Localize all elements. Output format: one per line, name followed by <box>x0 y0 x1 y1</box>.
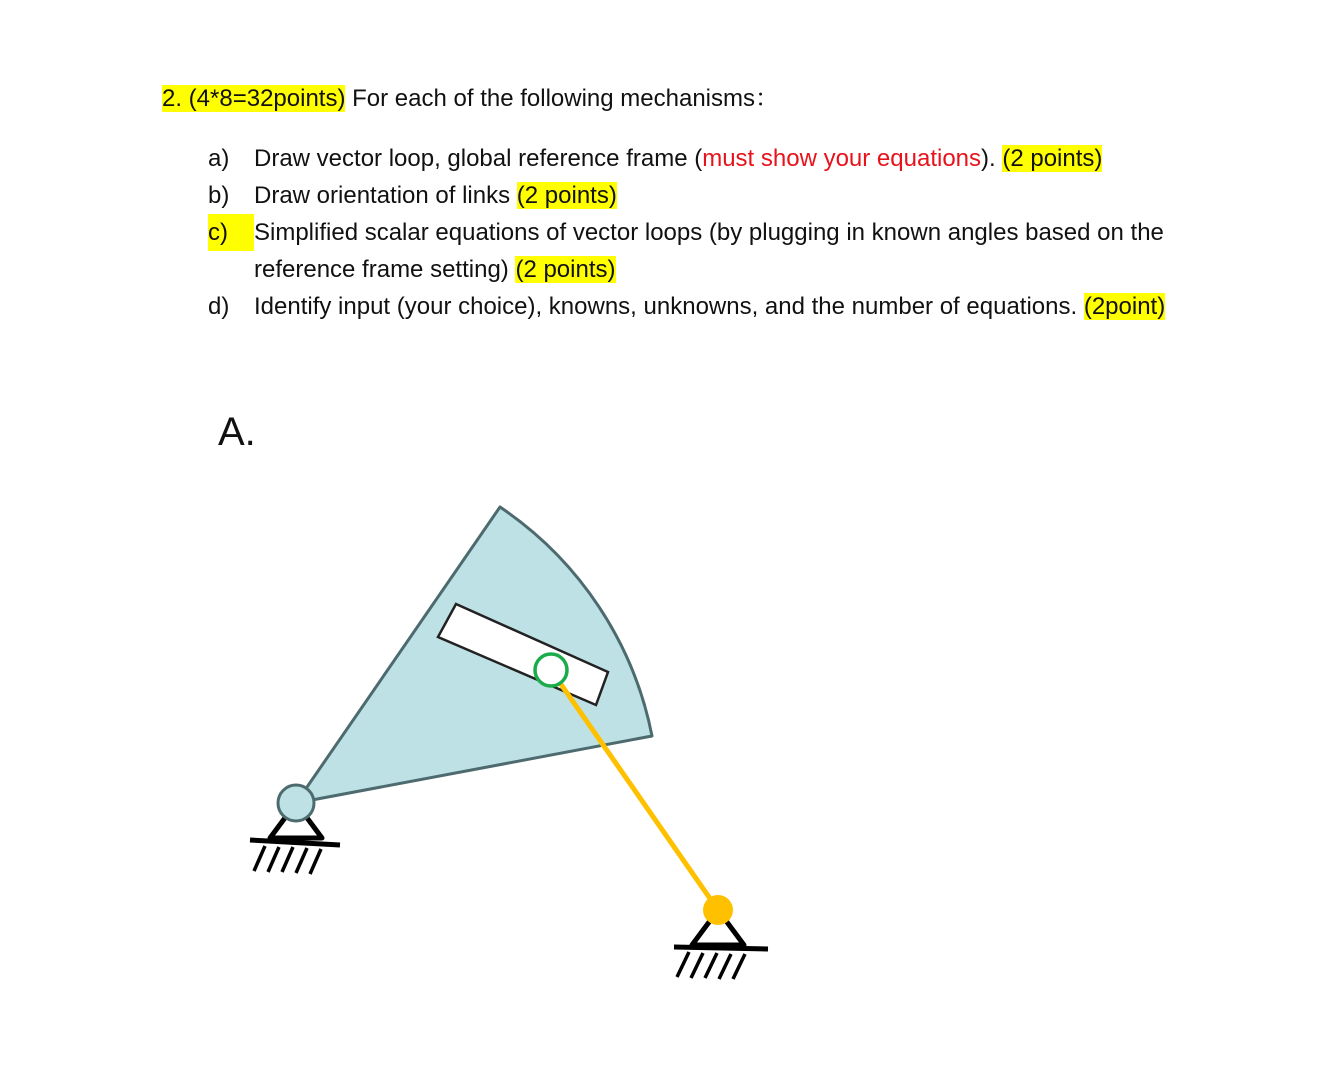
task-marker-b: b) <box>208 182 230 209</box>
task-d-points: (2point) <box>1083 293 1166 320</box>
task-a-text-before: Draw vector loop, global reference frame ( <box>254 145 703 172</box>
fixed-pivot-right <box>703 895 733 925</box>
task-a-red-text: must show your equations <box>702 145 982 172</box>
question-points-label: 2. (4*8=32points) <box>162 85 346 112</box>
task-c-text-line2: reference frame setting) <box>254 256 516 283</box>
slider-joint <box>535 654 567 686</box>
sector-link <box>296 507 652 803</box>
task-c-points: (2 points) <box>515 256 616 283</box>
fixed-pivot-left <box>278 785 314 821</box>
task-marker-a: a) <box>208 145 230 172</box>
task-d-text: Identify input (your choice), knowns, unknowns, and the number of equations. <box>254 293 1084 320</box>
task-text-c-line1: Simplified scalar equations of vector loops (by plugging in known angles based on the <box>254 219 1164 246</box>
task-marker-c: c) <box>208 214 254 251</box>
question-heading-text: For each of the following mechanisms： <box>345 85 779 112</box>
task-a-text-after: ). <box>981 145 1003 172</box>
mechanism-label: A. <box>218 410 256 454</box>
task-a-points: (2 points) <box>1002 145 1103 172</box>
task-marker-d: d) <box>208 293 230 320</box>
task-b-points: (2 points) <box>516 182 617 209</box>
task-b-text: Draw orientation of links <box>254 182 517 209</box>
